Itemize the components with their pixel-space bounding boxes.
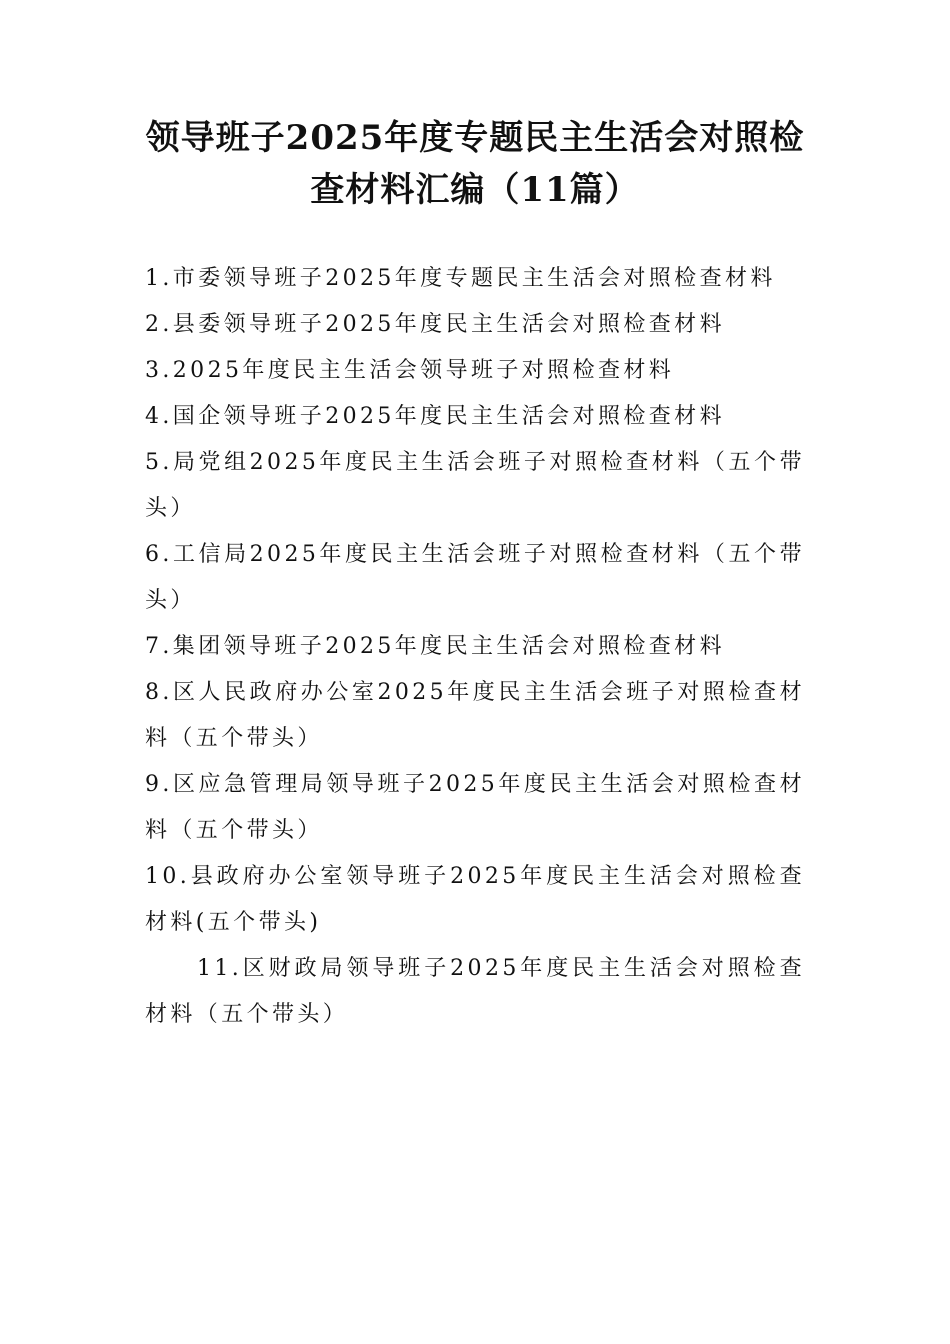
toc-item-10: 10.县政府办公室领导班子2025年度民主生活会对照检查材料(五个带头) (145, 864, 805, 935)
toc-item-2: 2.县委领导班子2025年度民主生活会对照检查材料 (145, 312, 725, 337)
table-of-contents (145, 256, 805, 1038)
document-title-line-1: 领导班子2025年度专题民主生活会对照检 (145, 118, 805, 158)
toc-item-11: 11.区财政局领导班子2025年度民主生活会对照检查材料（五个带头） (145, 956, 805, 1027)
toc-item-6: 6.工信局2025年度民主生活会班子对照检查材料（五个带头） (145, 542, 805, 613)
toc-item-9: 9.区应急管理局领导班子2025年度民主生活会对照检查材料（五个带头） (145, 772, 805, 843)
toc-item-4: 4.国企领导班子2025年度民主生活会对照检查材料 (145, 404, 725, 429)
document-title (140, 112, 810, 216)
toc-item-5: 5.局党组2025年度民主生活会班子对照检查材料（五个带头） (145, 450, 805, 521)
toc-item-3: 3.2025年度民主生活会领导班子对照检查材料 (145, 358, 675, 383)
document-title-line-2: 查材料汇编（11篇） (310, 170, 640, 210)
toc-item-8: 8.区人民政府办公室2025年度民主生活会班子对照检查材料（五个带头） (145, 680, 805, 751)
toc-item-1: 1.市委领导班子2025年度专题民主生活会对照检查材料 (145, 266, 776, 291)
toc-item-7: 7.集团领导班子2025年度民主生活会对照检查材料 (145, 634, 725, 659)
